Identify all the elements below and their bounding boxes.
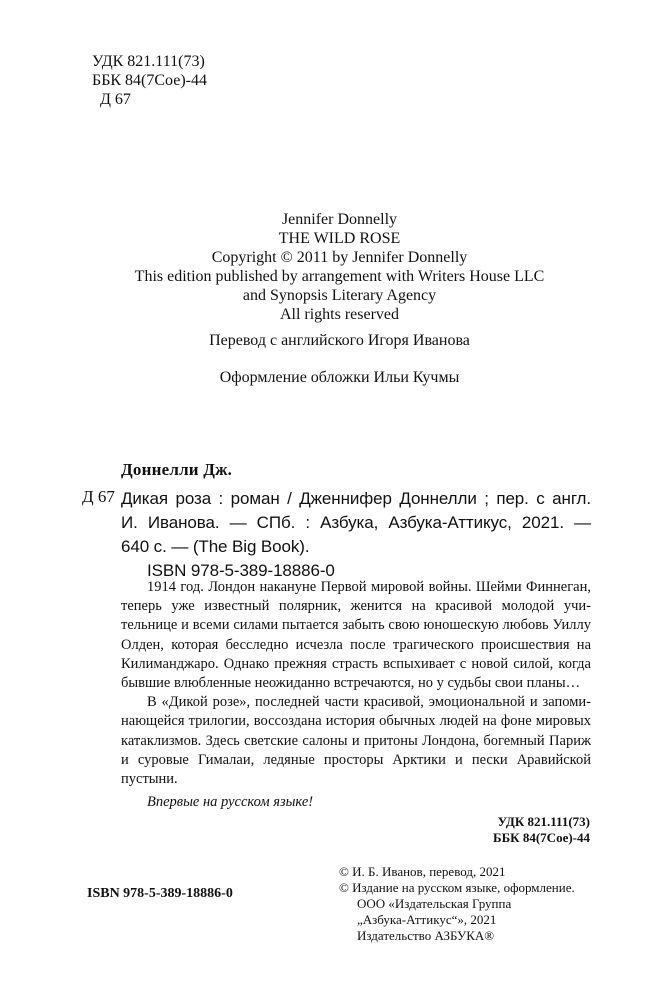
publisher-imprint: Издательство АЗБУКА®	[357, 928, 495, 943]
annotation	[121, 578, 591, 812]
classification-block	[92, 52, 207, 109]
biblio-line-1: Дикая роза : роман / Дженнифер Доннелли ; пер. с англ.	[121, 489, 591, 508]
author-mark: Д 67	[100, 91, 131, 108]
bbk-code: ББК 84(7Сое)-44	[92, 72, 207, 89]
cover-design-line: Оформление обложки Ильи Кучмы	[219, 369, 460, 386]
biblio-line-3: 640 с. — (The Big Book).	[121, 537, 310, 556]
edition-line-2: and Synopsis Literary Agency	[242, 287, 437, 304]
bibliographic-record	[121, 487, 591, 583]
annotation-paragraph-2: В «Дикой розе», последней части красивой, эмоциональной и запоминающейся трилогии, воссоздана история обычных людей на фоне мировых катаклизмов. Здесь светские салоны и притоны Лондона, богемный Париж и суровые Гималаи, ледяные просторы Арктики и пески Аравийской пустыни.	[121, 694, 591, 788]
translator-line: Перевод с английского Игоря Иванова	[209, 332, 470, 349]
biblio-isbn: ISBN 978-5-389-18886-0	[147, 561, 335, 580]
bbk-code-bottom: ББК 84(7Сое)-44	[492, 830, 590, 845]
bibliographic-author: Доннелли Дж.	[121, 460, 233, 479]
copyright-notices	[339, 864, 575, 944]
publisher-line-2: „Азбука-Аттикус“», 2021	[357, 912, 497, 927]
udk-code: УДК 821.111(73)	[92, 53, 205, 70]
original-title: THE WILD ROSE	[278, 230, 401, 247]
first-time-note: Впервые на русском языке!	[147, 794, 314, 811]
annotation-paragraph-1: 1914 год. Лондон накануне Первой мировой войны. Шейми Финнеган, теперь уже известный полярник, женится на красивой молодой учительнице и всеми силами пытается забыть свою юношескую любовь Уиллу Олден, которая бесследно исчезла после трагического происшествия на Килиманджаро. Однако прежняя страсть вспыхивает с новой силой, когда бывшие влюбленные неожиданно встречаются, но у судьбы свои планы…	[121, 579, 591, 692]
publisher-line-1: ООО «Издательская Группа	[357, 896, 512, 911]
classification-bottom	[0, 814, 590, 846]
copyright-line: Copyright © 2011 by Jennifer Donnelly	[211, 249, 468, 266]
udk-code-bottom: УДК 821.111(73)	[497, 814, 590, 829]
copyright-edition: © Издание на русском языке, оформление.	[339, 880, 575, 895]
rights-line: All rights reserved	[279, 306, 400, 323]
original-author: Jennifer Donnelly	[281, 211, 398, 228]
original-credits	[0, 210, 667, 324]
edition-line-1: This edition published by arrangement with Writers House LLC	[134, 268, 545, 285]
copyright-translation: © И. Б. Иванов, перевод, 2021	[339, 864, 506, 879]
bibliographic-code: Д 67	[82, 487, 115, 506]
biblio-line-2: И. Иванова. — СПб. : Азбука, Азбука-Аттикус, 2021. —	[121, 513, 591, 532]
isbn-bottom: ISBN 978-5-389-18886-0	[87, 886, 233, 901]
